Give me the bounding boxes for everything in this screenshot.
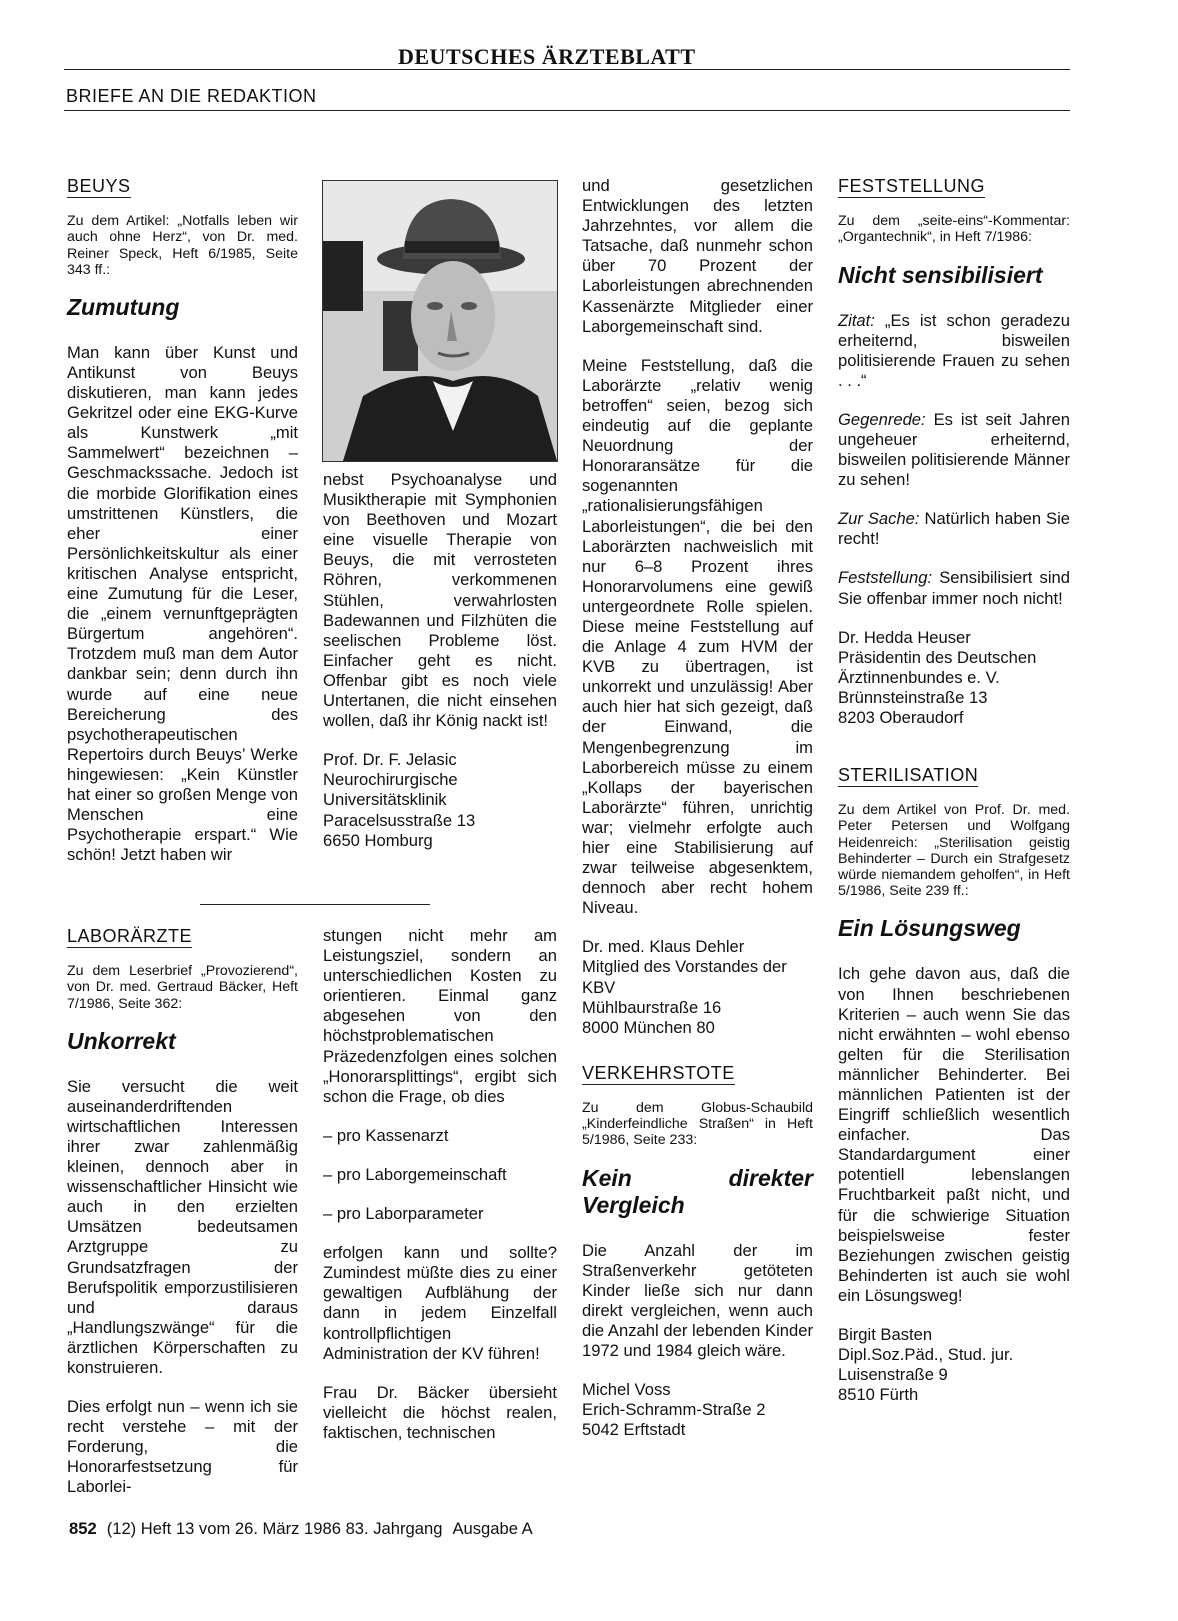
article-separator: [200, 904, 430, 905]
laborarzte-paragraph-4: erfolgen kann und sollte? Zumindest müßte dies zu einer gewaltigen Aufblähung der dann in jedem Einzelfall kontrollpflichtigen Administration der KV führen!: [323, 1243, 557, 1363]
signature-line: Michel Voss: [582, 1380, 671, 1400]
sterilisation-reference: Zu dem Artikel von Prof. Dr. med. Peter Petersen und Wolfgang Heidenreich: „Sterilisation geistig Behinderter – Durch ein Strafgesetz würde niemandem geholfen“, in Heft 5/1986, Seite 239 ff.:: [838, 802, 1070, 900]
masthead: DEUTSCHES ÄRZTEBLATT: [398, 44, 696, 69]
sterilisation-paragraph-1: Ich gehe davon aus, daß die von Ihnen beschriebenen Kriterien – auch wenn Sie das nicht erwähnten – wohl ebenso gelten für die Sterilisation männlicher Behinderter. Bei männlichen Patienten ist der Eingriff schließlich wesentlich einfacher. Das Standardargument einer potentiell lebenslangen Fruchtbarkeit paßt nicht, und für die schwierige Situation beispielsweise fester Beziehungen zwischen geistig Behinderten ist auch sie wohl ein Lösungsweg!: [838, 964, 1070, 1305]
signature-line: Birgit Basten: [838, 1325, 933, 1344]
paragraph-text: Sensibilisiert sind Sie offenbar immer noch nicht!: [838, 568, 1070, 608]
edition-label: Ausgabe A: [452, 1519, 533, 1538]
issue-info: (12) Heft 13 vom 26. März 1986 83. Jahrgang: [106, 1519, 443, 1538]
verkehr-paragraph-1: Die Anzahl der im Straßenverkehr getöteten Kinder ließe sich nur dann direkt vergleichen, wenn auch die Anzahl der lebenden Kinder 1972 und 1984 gleich wäre.: [582, 1240, 813, 1361]
header-rule: [64, 110, 1070, 111]
laborarzte-signature: [582, 937, 813, 1037]
fourth-column: [838, 176, 1070, 1424]
signature-line: 6650 Homburg: [323, 830, 433, 850]
feststellung-paragraph-3: [838, 509, 1070, 549]
signature-line: Paracelsusstraße 13: [323, 810, 476, 830]
signature-line: Dr. Hedda Heuser: [838, 627, 971, 647]
laborarzte-letter-column: [67, 926, 298, 1517]
sterilisation-signature: [838, 1325, 1070, 1405]
signature-line: Prof. Dr. F. Jelasic: [323, 750, 457, 770]
laborarzte-continuation-column: [323, 926, 557, 1462]
beuys-paragraph-2: nebst Psychoanalyse und Musiktherapie mit Symphonien von Beethoven und Mozart eine visuelle Therapie von Beuys, die mit verrosteten Röhren, verkommenen Stühlen, verwahrlosten Badewannen und Filzhüten die seelischen Probleme löst. Einfacher geht es nicht. Offenbar gibt es noch viele Untertanen, die nicht einsehen wollen, daß ihr König nackt ist!: [323, 470, 557, 731]
laborarzte-paragraph-1: Sie versucht die weit auseinanderdriftenden wirtschaftlichen Interessen ihrer zwar zahlenmäßig kleinen, dennoch aber in wissenschaftlicher Hinsicht wie auch in den erzielten Umsätzen bedeutsamen Arztgruppe zu Grundsatzfragen der Berufspolitik emporzustilisieren und daraus „Handlungszwänge“ für die ärztlichen Körperschaften zu konstruieren.: [67, 1076, 298, 1378]
signature-line: 8000 München 80: [582, 1017, 715, 1037]
list-item: – pro Kassenarzt: [323, 1125, 449, 1145]
laborarzte-paragraph-3: stungen nicht mehr am Leistungsziel, sondern an unterschiedlichen Kosten zu orientieren. Einmal ganz abgesehen von den höchstproblematischen Präzedenzfolgen eines solchen „Honorarsplittings“, ergibt sich schon die Frage, ob dies: [323, 926, 557, 1106]
inline-label: Zur Sache:: [838, 509, 920, 529]
paragraph-text: Es ist seit Jahren ungeheuer erheiternd, bisweilen politisierende Männer zu sehen!: [838, 409, 1070, 490]
beuys-paragraph-1: Man kann über Kunst und Antikunst von Beuys diskutieren, man kann jedes Gekritzel oder eine EKG-Kurve als Kunstwerk „mit Sammelwert“ bezeichnen – Geschmackssache. Jedoch ist die morbide Glorifikation eines umstrittenen Künstlers, die eher einer Persönlichkeitskultur als einer kritischen Analyse entspricht, eine Zumutung für die Leser, die „einem vernunftgeprägten Bürgertum angehören“. Trotzdem muß man dem Autor dankbar sein; denn durch ihn wurde auf eine neue Bereicherung des psychotherapeutischen Repertoirs durch Beuys’ Werke hingewiesen: „Kein Künstler hat einer so großen Menge von Menschen eine Psychotherapie erspart.“ Wie schön! Jetzt haben wir: [67, 342, 298, 865]
inline-label: Gegenrede:: [838, 409, 926, 429]
list-item: – pro Laborparameter: [323, 1204, 484, 1224]
inline-label: Feststellung:: [838, 568, 933, 588]
beuys-reference: Zu dem Artikel: „Notfalls leben wir auch ohne Herz“, von Dr. med. Reiner Speck, Heft 6/1985, Seite 343 ff.:: [67, 213, 298, 278]
verkehr-headline: Kein direkter Vergleich: [582, 1164, 813, 1218]
laborarzte-paragraph-7: Meine Feststellung, daß die Laborärzte „relativ wenig betroffen“ seien, bezog sich eindeutig auf die geplante Neuordnung der Honoraransätze für die sogenannten „rationalisierungsfähigen Laborleistungen“, die bei den Laborärzten nachweislich mit nur 6–8 Prozent ihres Honorarvolumens eine gewiß untergeordnete Rolle spielen. Diese meine Feststellung auf die Anlage 4 zum HVM der KVB zu übertragen, ist unkorrekt und unzulässig! Aber auch hier hat sich gezeigt, daß der Einwand, die Mengenbegrenzung im Laborbereich müsse zu einem „Kollaps der bayerischen Laborärzte“ führen, unrichtig war; vielmehr erfolgte auch hier eine Stabilisierung auf zwar teilweise abgesenktem, dennoch aber recht hohem Niveau.: [582, 355, 813, 918]
feststellung-paragraph-4: [838, 568, 1070, 608]
signature-line: Erich-Schramm-Straße 2: [582, 1400, 766, 1420]
signature-line: Mitglied des Vorstandes der KBV: [582, 957, 787, 997]
signature-line: Dr. med. Klaus Dehler: [582, 937, 745, 957]
laborarzte-paragraph-5: Frau Dr. Bäcker übersieht vielleicht die höchst realen, faktischen, technischen: [323, 1382, 557, 1442]
laborarzte-paragraph-2: Dies erfolgt nun – wenn ich sie recht verstehe – mit der Forderung, die Honorarfestsetzung für Laborlei-: [67, 1397, 298, 1497]
list-item: – pro Laborgemeinschaft: [323, 1164, 507, 1184]
feststellung-paragraph-1: [838, 311, 1070, 391]
laborarzte-kicker: LABORÄRZTE: [67, 926, 192, 948]
signature-line: Neurochirurgische Universitätsklinik: [323, 770, 458, 810]
signature-line: Mühlbaurstraße 16: [582, 997, 722, 1017]
feststellung-signature: [838, 628, 1070, 728]
beuys-photo: [322, 180, 558, 462]
beuys-continuation-column: [323, 470, 557, 870]
laborarzte-paragraph-6: und gesetzlichen Entwicklungen des letzten Jahrzehntes, vor allem die Tatsache, daß nunmehr schon über 70 Prozent der Laborleistungen abrechnenden Kassenärzte Mitglieder einer Laborgemeinschaft sind.: [582, 176, 813, 336]
feststellung-headline: Nicht sensibilisiert: [838, 261, 1043, 288]
signature-line: 5042 Erftstadt: [582, 1420, 686, 1440]
beuys-signature: [323, 750, 557, 850]
laborarzte-reference: Zu dem Leserbrief „Provozierend“, von Dr. med. Gertraud Bäcker, Heft 7/1986, Seite 362:: [67, 963, 298, 1012]
sterilisation-headline: Ein Lösungsweg: [838, 915, 1021, 942]
verkehr-reference: Zu dem Globus-Schaubild „Kinderfeindliche Straßen“ in Heft 5/1986, Seite 233:: [582, 1099, 813, 1149]
paragraph-text: „Es ist schon geradezu erheiternd, bisweilen politisierende Frauen zu sehen . . .“: [838, 310, 1070, 390]
beuys-headline: Zumutung: [67, 293, 180, 320]
signature-line: Brünnsteinstraße 13: [838, 687, 988, 707]
page-footer: [69, 1519, 533, 1539]
feststellung-kicker: FESTSTELLUNG: [838, 176, 985, 198]
beuys-letter-column: [67, 176, 298, 884]
beuys-kicker: BEUYS: [67, 176, 131, 198]
sterilisation-kicker: STERILISATION: [838, 765, 978, 787]
top-rule: [64, 69, 1070, 70]
page-number: 852: [69, 1519, 97, 1538]
verkehr-kicker: VERKEHRSTOTE: [582, 1063, 735, 1085]
signature-line: 8203 Oberaudorf: [838, 708, 964, 727]
feststellung-reference: Zu dem „seite-eins“-Kommentar: „Organtechnik“, in Heft 7/1986:: [838, 213, 1070, 246]
section-title: BRIEFE AN DIE REDAKTION: [66, 86, 317, 106]
signature-line: Dipl.Soz.Päd., Stud. jur.: [838, 1345, 1014, 1365]
inline-label: Zitat:: [838, 310, 875, 330]
laborarzte-headline: Unkorrekt: [67, 1027, 176, 1054]
paragraph-text: Natürlich haben Sie recht!: [838, 509, 1070, 549]
signature-line: Präsidentin des Deutschen Ärztinnenbundes e. V.: [838, 647, 1037, 687]
verkehr-signature: [582, 1380, 813, 1440]
signature-line: 8510 Fürth: [838, 1385, 919, 1405]
laborarzte-third-column: [582, 176, 813, 1459]
feststellung-paragraph-2: [838, 410, 1070, 490]
signature-line: Luisenstraße 9: [838, 1365, 948, 1385]
portrait-image: [323, 181, 557, 461]
